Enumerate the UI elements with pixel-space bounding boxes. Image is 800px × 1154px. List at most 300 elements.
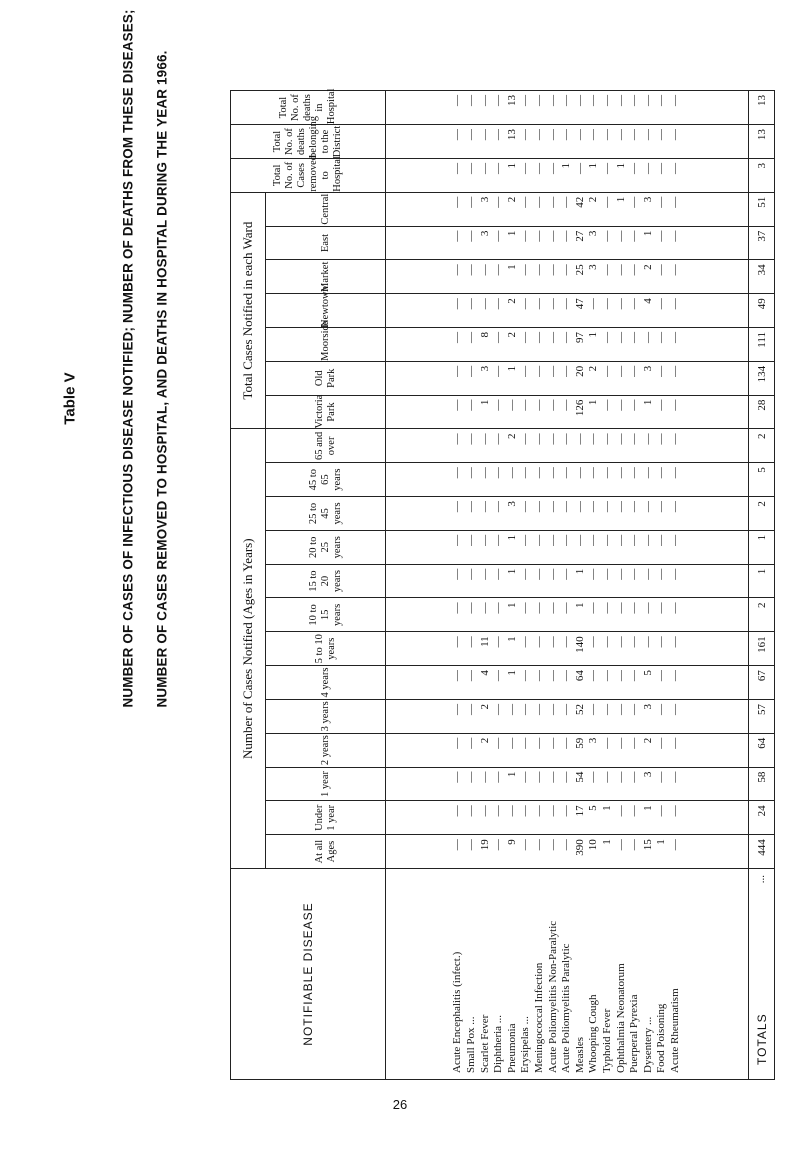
table-cell: 25 xyxy=(573,264,586,276)
table-cell: — xyxy=(465,670,478,682)
disease-name: Erysipelas ... xyxy=(519,1016,532,1073)
table-cell: — xyxy=(451,433,464,445)
table-cell: — xyxy=(546,737,559,749)
table-cell: — xyxy=(519,771,532,783)
table-cell: — xyxy=(628,501,641,513)
table-cell: — xyxy=(519,670,532,682)
table-cell: 2 xyxy=(478,737,491,744)
table-cell: — xyxy=(478,771,491,783)
table-cell: — xyxy=(573,534,586,546)
value-column xyxy=(386,564,749,598)
table-cell: — xyxy=(492,399,505,411)
table-cell: 52 xyxy=(573,703,586,715)
total-cell: 34 xyxy=(749,260,775,294)
table-cell: — xyxy=(519,501,532,513)
table-cell: — xyxy=(546,636,559,648)
table-cell: — xyxy=(614,129,627,141)
table-cell: 9 xyxy=(505,839,518,845)
table-cell: 3 xyxy=(641,365,654,372)
disease-name: Diphtheria ... xyxy=(492,1014,505,1073)
table-cell: 1 xyxy=(505,365,518,372)
column-header: Total No. of Cases removed to Hospital xyxy=(231,158,386,192)
table-cell: — xyxy=(478,433,491,445)
totals-dots: ... xyxy=(754,875,767,884)
table-cell: — xyxy=(546,501,559,513)
table-cell: — xyxy=(560,636,573,648)
table-cell: — xyxy=(641,602,654,614)
table-cell: 1 xyxy=(478,399,491,406)
table-cell: — xyxy=(492,332,505,343)
column-header: 3 years xyxy=(266,699,386,733)
table-cell: — xyxy=(600,501,613,513)
table-cell: — xyxy=(655,703,668,715)
table-cell: 2 xyxy=(478,703,491,710)
table-cell: — xyxy=(478,602,491,614)
table-cell: — xyxy=(533,501,546,513)
table-cell: — xyxy=(560,467,573,479)
table-cell: 3 xyxy=(587,737,600,744)
table-cell: — xyxy=(505,737,518,749)
disease-name: Meningococcal Infection xyxy=(533,962,546,1073)
table-cell: — xyxy=(533,670,546,682)
table-cell: — xyxy=(655,196,668,208)
column-header: Central xyxy=(266,192,386,226)
table-cell: — xyxy=(655,433,668,445)
table-cell: — xyxy=(451,399,464,411)
table-cell: — xyxy=(614,602,627,614)
table-cell: — xyxy=(505,399,518,411)
table-cell: — xyxy=(560,501,573,513)
value-column xyxy=(386,530,749,564)
table-cell: 1 xyxy=(600,839,613,845)
column-header: 15 to 20 years xyxy=(266,564,386,598)
total-cell: 13 xyxy=(749,91,775,125)
table-cell: — xyxy=(655,534,668,546)
table-cell: — xyxy=(614,771,627,783)
table-cell: — xyxy=(655,771,668,783)
table-cell: — xyxy=(465,196,478,208)
table-cell: — xyxy=(560,332,573,343)
table-cell: — xyxy=(519,703,532,715)
table-cell: — xyxy=(600,636,613,648)
table-cell: — xyxy=(546,771,559,783)
table-cell: — xyxy=(668,737,681,749)
table-cell: — xyxy=(560,399,573,411)
table-cell: — xyxy=(519,568,532,580)
column-header: 65 and over xyxy=(266,429,386,463)
table-cell: — xyxy=(573,433,586,445)
table-cell: 3 xyxy=(478,196,491,203)
table-cell: — xyxy=(641,568,654,580)
table-cell: — xyxy=(668,162,681,174)
table-cell: — xyxy=(533,264,546,276)
table-cell: 1 xyxy=(505,264,518,270)
title-line-1: NUMBER OF CASES OF INFECTIOUS DISEASE NOTIFIED; NUMBER OF DEATHS FROM THESE DISEASES; xyxy=(120,9,136,708)
table-cell: 1 xyxy=(560,162,573,169)
table-cell: — xyxy=(628,264,641,276)
column-header: 1 year xyxy=(266,767,386,801)
total-cell: 51 xyxy=(749,192,775,226)
table-cell: — xyxy=(505,703,518,715)
table-cell: — xyxy=(519,467,532,479)
table-cell: 27 xyxy=(573,230,586,242)
table-cell: — xyxy=(600,737,613,749)
table-cell: — xyxy=(519,433,532,445)
table-cell: 2 xyxy=(641,737,654,744)
table-cell: — xyxy=(451,298,464,310)
table-cell: 3 xyxy=(587,264,600,270)
table-cell: 42 xyxy=(573,196,586,208)
disease-name: Ophthalmia Neonatorum xyxy=(614,963,627,1073)
table-cell: 1 xyxy=(505,771,518,778)
table-cell: 47 xyxy=(573,298,586,310)
table-cell: — xyxy=(573,467,586,479)
total-cell: 37 xyxy=(749,226,775,260)
table-cell: — xyxy=(628,399,641,411)
table-cell: — xyxy=(451,670,464,682)
table-cell: — xyxy=(505,467,518,479)
column-header: 2 years xyxy=(266,733,386,767)
table-cell: 15 xyxy=(641,839,654,851)
table-cell: 3 xyxy=(478,365,491,372)
table-cell: — xyxy=(614,264,627,276)
table-cell: — xyxy=(587,501,600,513)
table-cell: — xyxy=(628,467,641,479)
column-header: 4 years xyxy=(266,666,386,700)
table-cell: — xyxy=(560,95,573,106)
table-cell: — xyxy=(533,365,546,377)
table-cell: — xyxy=(519,399,532,411)
table-cell: — xyxy=(465,568,478,580)
table-cell: — xyxy=(668,568,681,580)
table-cell: — xyxy=(628,568,641,580)
totals-row xyxy=(749,91,775,1080)
table-cell: — xyxy=(546,433,559,445)
total-cell: 24 xyxy=(749,801,775,835)
table-cell: — xyxy=(668,805,681,817)
disease-name: Acute Poliomyelitis Non-Paralytic xyxy=(546,920,559,1073)
table-cell: — xyxy=(641,129,654,141)
table-cell: — xyxy=(492,602,505,614)
table-cell: — xyxy=(546,332,559,343)
table-cell: 1 xyxy=(614,196,627,203)
total-cell: 111 xyxy=(749,328,775,362)
disease-table xyxy=(230,90,775,1080)
column-header: Total No. of deaths in Hospital xyxy=(231,91,386,125)
table-cell: — xyxy=(600,771,613,783)
table-cell: — xyxy=(478,501,491,513)
table-cell: — xyxy=(628,129,641,141)
table-cell: — xyxy=(451,162,464,174)
column-header: Under 1 year xyxy=(266,801,386,835)
table-cell: 3 xyxy=(505,501,518,507)
column-header: 10 to 15 years xyxy=(266,598,386,632)
table-cell: — xyxy=(560,230,573,242)
table-cell: — xyxy=(614,433,627,445)
table-cell: 1 xyxy=(505,636,518,642)
table-cell: 20 xyxy=(573,365,586,377)
table-cell: — xyxy=(628,737,641,749)
table-cell: — xyxy=(614,399,627,411)
table-cell: — xyxy=(492,534,505,546)
table-cell: — xyxy=(546,264,559,276)
table-cell: — xyxy=(465,298,478,310)
table-cell: — xyxy=(451,568,464,580)
table-cell: — xyxy=(546,365,559,377)
age-group-header: Number of Cases Notified (Ages in Years) xyxy=(231,429,266,869)
table-cell: — xyxy=(451,534,464,546)
table-cell: — xyxy=(519,365,532,377)
table-cell: — xyxy=(600,129,613,141)
table-cell: 3 xyxy=(641,196,654,203)
table-cell: 1 xyxy=(505,568,518,575)
table-cell: — xyxy=(519,737,532,749)
table-cell: — xyxy=(533,568,546,580)
table-cell: 64 xyxy=(573,670,586,682)
table-cell: — xyxy=(614,230,627,242)
value-column xyxy=(386,733,749,767)
table-cell: — xyxy=(451,467,464,479)
table-cell: 4 xyxy=(478,670,491,676)
table-cell: 126 xyxy=(573,399,586,417)
total-cell: 2 xyxy=(749,497,775,531)
table-cell: — xyxy=(614,467,627,479)
table-cell: — xyxy=(560,670,573,682)
table-cell: — xyxy=(492,298,505,310)
table-cell: — xyxy=(492,501,505,513)
table-cell: — xyxy=(560,129,573,141)
table-cell: 59 xyxy=(573,737,586,749)
table-cell: — xyxy=(519,162,532,174)
table-cell: — xyxy=(560,568,573,580)
disease-name: Acute Rheumatism xyxy=(668,988,681,1073)
table-cell: — xyxy=(492,568,505,580)
table-cell: — xyxy=(628,196,641,208)
table-cell: — xyxy=(614,534,627,546)
table-cell: — xyxy=(492,636,505,648)
table-cell: — xyxy=(655,467,668,479)
table-cell: — xyxy=(546,162,559,174)
table-cell: — xyxy=(600,399,613,411)
total-cell: 134 xyxy=(749,361,775,395)
table-cell: — xyxy=(560,771,573,783)
table-cell: — xyxy=(451,703,464,715)
totals-label: TOTALS xyxy=(754,1013,769,1065)
table-cell: — xyxy=(451,332,464,343)
table-cell: — xyxy=(546,399,559,411)
table-cell: — xyxy=(533,737,546,749)
table-cell: — xyxy=(492,129,505,141)
table-cell: — xyxy=(465,636,478,648)
total-cell: 13 xyxy=(749,125,775,159)
table-cell: — xyxy=(465,602,478,614)
table-cell: — xyxy=(478,129,491,141)
table-cell: — xyxy=(655,805,668,817)
table-cell: — xyxy=(465,95,478,106)
table-cell: — xyxy=(560,264,573,276)
table-cell: — xyxy=(668,298,681,310)
table-cell: — xyxy=(465,433,478,445)
disease-name: Small Pox ... xyxy=(465,1016,478,1073)
value-column xyxy=(386,260,749,294)
table-cell: — xyxy=(478,467,491,479)
table-cell: — xyxy=(560,534,573,546)
table-cell: — xyxy=(465,805,478,817)
disease-name: Acute Poliomyelitis Paralytic xyxy=(560,943,573,1073)
column-header: 5 to 10 years xyxy=(266,632,386,666)
total-cell: 2 xyxy=(749,429,775,463)
table-cell: 97 xyxy=(573,332,586,343)
table-cell: — xyxy=(587,568,600,580)
table-cell: 1 xyxy=(614,162,627,169)
table-cell: — xyxy=(465,534,478,546)
disease-name: Typhoid Fever xyxy=(600,1008,613,1073)
value-column xyxy=(386,801,749,835)
table-cell: — xyxy=(492,196,505,208)
table-cell: — xyxy=(600,264,613,276)
table-cell: — xyxy=(478,298,491,310)
table-cell: 54 xyxy=(573,771,586,783)
table-cell: — xyxy=(533,95,546,106)
table-cell: — xyxy=(546,534,559,546)
value-column xyxy=(386,125,749,159)
table-cell: — xyxy=(600,467,613,479)
table-cell: — xyxy=(573,501,586,513)
table-cell: — xyxy=(668,602,681,614)
table-cell: — xyxy=(668,196,681,208)
total-cell: 1 xyxy=(749,564,775,598)
title-block xyxy=(50,9,220,710)
table-cell: 2 xyxy=(641,264,654,270)
table-cell: — xyxy=(628,805,641,817)
table-cell: — xyxy=(655,298,668,310)
table-cell: — xyxy=(668,264,681,276)
table-cell: — xyxy=(451,264,464,276)
total-cell: 49 xyxy=(749,294,775,328)
table-cell: — xyxy=(641,433,654,445)
table-cell: — xyxy=(451,230,464,242)
total-cell: 28 xyxy=(749,395,775,429)
table-cell: — xyxy=(560,433,573,445)
table-cell: — xyxy=(465,129,478,141)
table-cell: — xyxy=(655,399,668,411)
table-cell: — xyxy=(546,839,559,851)
table-cell: — xyxy=(451,501,464,513)
table-cell: — xyxy=(560,737,573,749)
table-cell: — xyxy=(492,771,505,783)
column-header: At all Ages xyxy=(266,835,386,869)
table-cell: — xyxy=(560,805,573,817)
table-cell: — xyxy=(655,365,668,377)
table-cell: — xyxy=(614,805,627,817)
table-cell: 2 xyxy=(505,332,518,338)
table-cell: — xyxy=(533,129,546,141)
table-cell: — xyxy=(465,501,478,513)
table-cell: — xyxy=(519,264,532,276)
total-cell: 1 xyxy=(749,530,775,564)
table-cell: — xyxy=(600,433,613,445)
table-cell: 5 xyxy=(587,805,600,811)
table-cell: — xyxy=(451,737,464,749)
table-cell: — xyxy=(614,501,627,513)
table-cell: — xyxy=(628,365,641,377)
table-cell: — xyxy=(587,95,600,106)
table-cell: 1 xyxy=(505,162,518,169)
table-cell: — xyxy=(533,162,546,174)
total-cell: 161 xyxy=(749,632,775,666)
value-column xyxy=(386,192,749,226)
table-cell: — xyxy=(655,162,668,174)
table-cell: — xyxy=(519,196,532,208)
table-cell: — xyxy=(451,636,464,648)
value-column xyxy=(386,835,749,869)
table-cell: — xyxy=(533,703,546,715)
table-cell: 13 xyxy=(505,95,518,106)
table-cell: — xyxy=(655,568,668,580)
table-cell: — xyxy=(668,636,681,648)
table-cell: — xyxy=(451,805,464,817)
table-cell: — xyxy=(668,839,681,851)
table-cell: — xyxy=(587,703,600,715)
table-cell: — xyxy=(451,839,464,851)
table-cell: — xyxy=(628,670,641,682)
table-cell: — xyxy=(573,162,586,174)
table-cell: — xyxy=(465,703,478,715)
table-cell: — xyxy=(533,636,546,648)
column-header: Newtown xyxy=(266,294,386,328)
table-cell: — xyxy=(655,602,668,614)
table-cell: — xyxy=(655,230,668,242)
table-cell: — xyxy=(600,670,613,682)
table-cell: — xyxy=(600,95,613,106)
table-cell: 1 xyxy=(505,670,518,676)
table-cell: 1 xyxy=(587,162,600,169)
table-cell: — xyxy=(533,839,546,851)
value-column xyxy=(386,632,749,666)
table-cell: — xyxy=(641,162,654,174)
table-cell: — xyxy=(600,568,613,580)
table-cell: — xyxy=(600,365,613,377)
table-cell: 2 xyxy=(505,298,518,304)
disease-name: Measles xyxy=(573,1036,586,1073)
table-cell: — xyxy=(492,737,505,749)
table-cell: — xyxy=(546,703,559,715)
table-cell: — xyxy=(587,636,600,648)
table-cell: 1 xyxy=(655,839,668,845)
table-cell: — xyxy=(519,636,532,648)
table-cell: — xyxy=(519,332,532,343)
table-cell: — xyxy=(600,534,613,546)
table-cell: 1 xyxy=(505,534,518,541)
table-cell: — xyxy=(492,839,505,851)
table-cell: — xyxy=(465,332,478,343)
value-column xyxy=(386,294,749,328)
table-cell: — xyxy=(519,129,532,141)
table-cell: — xyxy=(478,534,491,546)
value-column xyxy=(386,463,749,497)
table-cell: — xyxy=(451,365,464,377)
table-row xyxy=(386,91,749,1080)
table-cell: — xyxy=(600,703,613,715)
table-cell: — xyxy=(628,433,641,445)
table-cell: — xyxy=(641,332,654,343)
table-cell: — xyxy=(546,95,559,106)
table-cell: — xyxy=(519,805,532,817)
table-cell: 140 xyxy=(573,636,586,653)
table-cell: — xyxy=(492,95,505,106)
table-cell: — xyxy=(492,670,505,682)
value-column xyxy=(386,598,749,632)
